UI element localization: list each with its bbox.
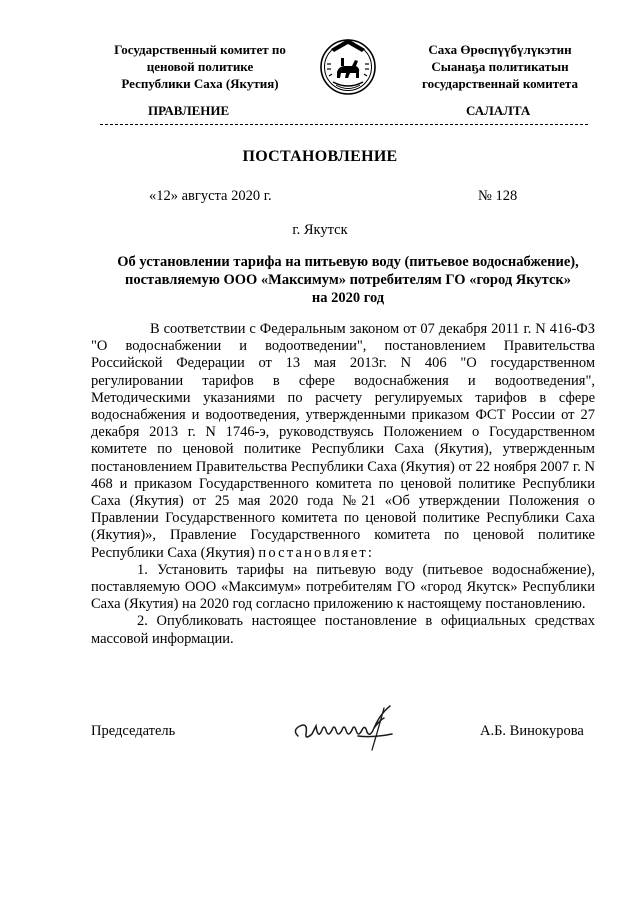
header-right-org-line: Сыанаҕа политикатын (431, 59, 569, 74)
preamble-text: В соответствии с Федеральным законом от 07 декабря 2011 г. N 416-ФЗ "О водоснабжении и водоотведении", постановлением Правительства Российской Федерации от 13 мая 2013г. N 406 "О государственном регулировании тарифов в сфере водоснабжения и водоотведения", Методическими указаниями по расчету регулируемых тарифов в сфере водоснабжения и водоотведения, утвержденными приказом ФСТ России от 27 декабря 2013 г. N 1746-э, руководствуясь Положением о Государственном комитете по ценовой политике Республики Саха (Якутия), утвержденным постановлением Правительства Республики Саха (Якутия) от 22 ноября 2007 г. N 468 и приказом Государственного комитета по ценовой политике Республики Саха (Якутия) от 25 мая 2020 года №21 «Об утверждении Положения о Правлении Государственного комитета по ценовой политике Республики Саха (Якутия)», Правление Государственного комитета по ценовой политике Республики Саха (Якутия) (91, 321, 595, 561)
header-right-org-line: государственнай комитета (422, 76, 578, 91)
decree-item-1: 1. Установить тарифы на питьевую воду (питьевое водоснабжение), поставляемую ООО «Максимум» потребителям ГО «город Якутск» Республики Саха (Якутия) на 2020 год согласно приложению к настоящему постановлению. (91, 561, 595, 613)
header-left-org-line: ценовой политике (146, 59, 254, 74)
handwritten-signature-icon (288, 700, 408, 752)
subject-line: Об установлении тарифа на питьевую воду (питьевое водоснабжение), (117, 254, 579, 270)
preamble-paragraph (91, 321, 595, 562)
subject-line: поставляемую ООО «Максимум» потребителям ГО «город Якутск» (124, 272, 571, 288)
document-number: № 128 (478, 188, 518, 204)
header-left-org-line: Республики Саха (Якутия) (121, 76, 279, 91)
board-label-sakha: САЛАЛТА (466, 103, 531, 118)
signatory-name: А.Б. Винокурова (480, 723, 584, 739)
document-type-title: ПОСТАНОВЛЕНИЕ (242, 148, 398, 165)
header-right-org-line: Саха Өрөспүүбүлүкэтин (428, 42, 572, 57)
subject-line: на 2020 год (311, 290, 385, 306)
signatory-title: Председатель (91, 723, 176, 739)
decree-word: постановляет: (258, 544, 375, 561)
document-body (91, 321, 595, 648)
document-subject (100, 253, 596, 307)
document-date: «12» августа 2020 г. (149, 188, 272, 204)
header-right-org (390, 41, 610, 92)
coat-of-arms-sakha-icon (319, 36, 377, 98)
document-city: г. Якутск (292, 222, 348, 238)
header-divider (100, 124, 588, 125)
decree-item-2: 2. Опубликовать настоящее постановление в официальных средствах массовой информации. (91, 613, 595, 647)
board-label-ru: ПРАВЛЕНИЕ (148, 103, 230, 118)
header-left-org (85, 41, 315, 92)
header-left-org-line: Государственный комитет по (114, 42, 286, 57)
